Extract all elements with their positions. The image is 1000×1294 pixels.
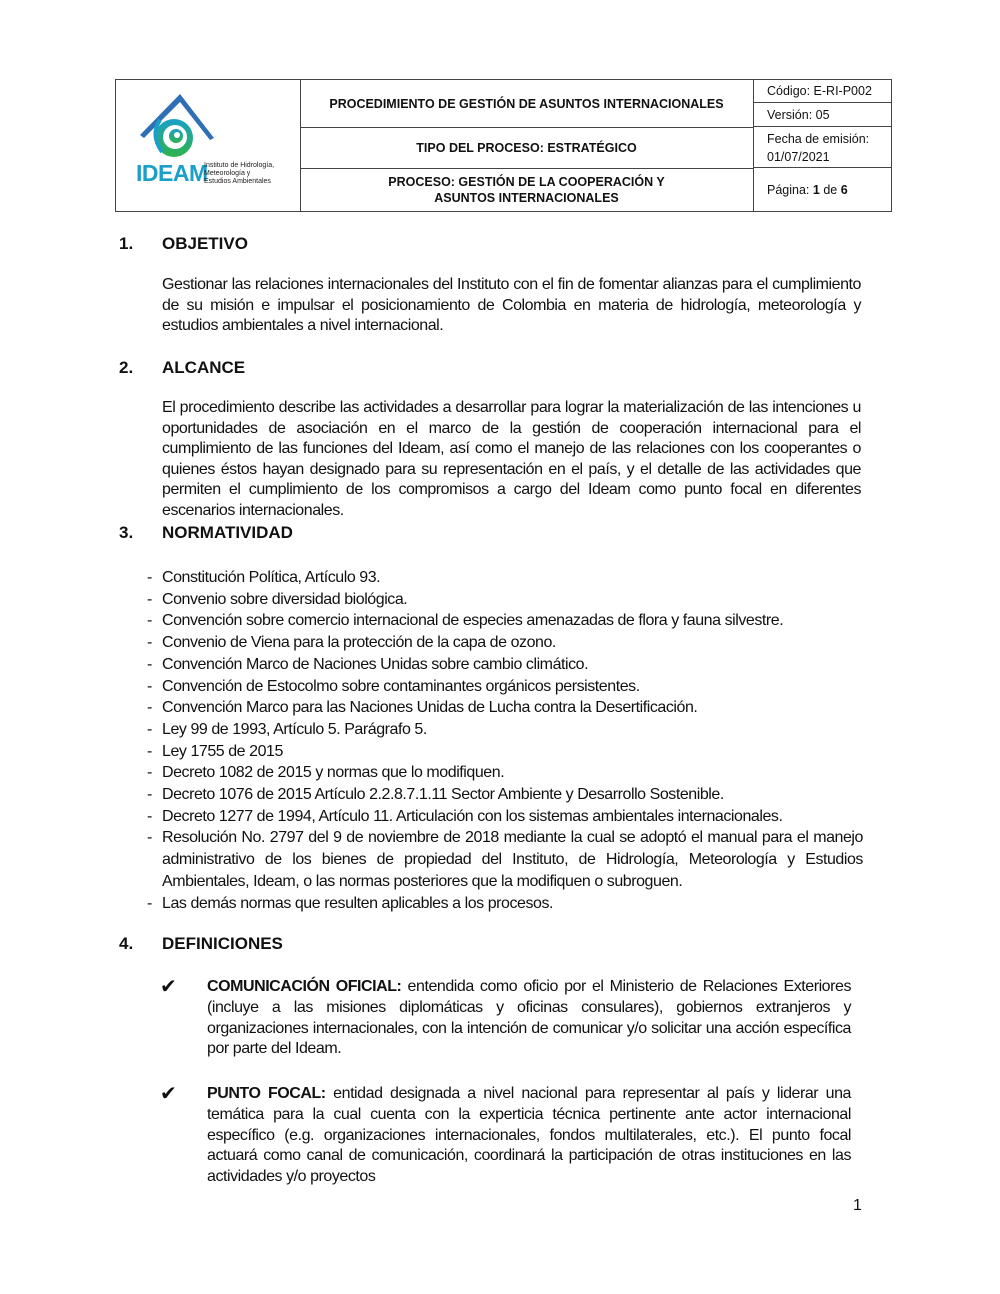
definition-item [162,1084,851,1188]
logo-subtitle [204,162,274,186]
list-item: - Decreto 1076 de 2015 Artículo 2.2.8.7.1.11 Sector Ambiente y Desarrollo Sostenible. [147,784,863,806]
list-item: - Ley 99 de 1993, Artículo 5. Parágrafo 5. [147,719,863,741]
section-title: NORMATIVIDAD [162,523,293,542]
procedure-title: PROCEDIMIENTO DE GESTIÓN DE ASUNTOS INTERNACIONALES [300,80,753,128]
definition-body [162,1084,851,1188]
issue-date [753,128,891,168]
list-item: - Convención Marco para las Naciones Unidas de Lucha contra la Desertificación. [147,697,863,719]
definition-text: entidad designada a nivel nacional para representar al país y liderar una temática para la cual cuenta con la experticia técnica pertinente ante actor internacional específico (e.g. organizaciones internacionales, fondos multilaterales, etc.). El punto focal actuará como canal de comunicación, coordinará la participación de otras instituciones en las actividades y/o proyectos [207,1085,852,1186]
alcance-text: El procedimiento describe las actividades a desarrollar para lograr la materialización de las intenciones u oportunidades de asociación en el marco de la gestión de cooperación internacional para el cumplimiento de las funciones del Ideam, así como el manejo de las relaciones con los cooperantes o quienes éstos hayan designado para su representación en el país, y el detalle de las actividades que permiten el cumplimiento de los compromisos a cargo del Ideam como punto focal en diferentes escenarios internacionales. [162,399,861,519]
document-code: Código: E-RI-P002 [753,80,891,103]
page-label: Página: [767,183,810,197]
definition-term: PUNTO FOCAL: [207,1085,326,1102]
definition-item [162,977,851,1060]
list-item-text: Convención Marco de Naciones Unidas sobre cambio climático. [162,655,589,673]
document-header-table [115,79,892,212]
list-item-text: Constitución Política, Artículo 93. [162,569,381,586]
check-icon: ✔ [160,976,177,998]
list-item-text: Convención de Estocolmo sobre contaminantes orgánicos persistentes. [162,677,640,695]
objetivo-text: Gestionar las relaciones internacionales del Instituto con el fin de fomentar alianzas para el cumplimiento de su misión e impulsar el posicionamiento de Colombia en materia de hidrología, meteorología y estudios ambientales a nivel internacional. [162,276,861,334]
page-of: de [823,183,838,197]
list-item: - Las demás normas que resulten aplicables a los procesos. [147,893,863,915]
section-title: DEFINICIONES [162,934,283,953]
list-item: - Convenio sobre diversidad biológica. [147,589,863,611]
page-total: 6 [840,183,848,197]
list-item: - Decreto 1082 de 2015 y normas que lo modifiquen. [147,762,863,784]
section-title: OBJETIVO [162,234,248,253]
list-item-text: Decreto 1277 de 1994, Artículo 11. Articulación con los sistemas ambientales internacionales. [162,807,783,825]
list-item-text: Resolución No. 2797 del 9 de noviembre de 2018 mediante la cual se adoptó el manual para el manejo administrativo de los bienes de propiedad del Instituto, de Hidrología, Meteorología y Estudios Ambientales, Ideam, o las normas posteriores que la modifiquen o subroguen. [162,829,863,890]
section-number: 2. [119,358,134,377]
logo-cell [116,80,301,211]
definition-term: COMUNICACIÓN OFICIAL: [207,978,402,995]
logo-subtitle-line: Instituto de Hidrología, [204,162,275,169]
page-number: 1 [853,1197,862,1214]
list-item-text: Decreto 1082 de 2015 y normas que lo modifiquen. [162,764,505,782]
section-number: 4. [119,934,134,953]
list-item: - Constitución Política, Artículo 93. [147,567,863,589]
list-item-text: Las demás normas que resulten aplicables a los procesos. [162,894,554,912]
ideam-logo-icon [130,90,230,165]
list-item-text: Ley 1755 de 2015 [162,742,283,760]
logo-subtitle-line: Estudios Ambientales [204,178,271,185]
issue-date-label: Fecha de emisión: [767,131,870,146]
header-meta [753,80,891,211]
check-icon: ✔ [160,1083,177,1105]
process-name-text: PROCESO: GESTIÓN DE LA COOPERACIÓN Y ASUNTOS INTERNACIONALES [388,175,665,205]
list-item-text: Ley 99 de 1993, Artículo 5. Parágrafo 5. [162,720,427,738]
list-item: - Ley 1755 de 2015 [147,741,863,763]
page-current: 1 [812,183,820,197]
list-item-text: Convención Marco para las Naciones Unidas de Lucha contra la Desertificación. [162,699,698,717]
list-item-text: Convenio de Viena para la protección de la capa de ozono. [162,634,556,652]
list-item-text: Convenio sobre diversidad biológica. [162,590,408,608]
section-number: 1. [119,234,134,253]
list-item: - Decreto 1277 de 1994, Artículo 11. Articulación con los sistemas ambientales internacionales. [147,806,863,828]
definition-body [162,977,851,1060]
normatividad-list [147,567,863,914]
list-item: - Convención de Estocolmo sobre contaminantes orgánicos persistentes. [147,676,863,698]
process-name [300,169,753,211]
definition-text: entendida como oficio por el Ministerio de Relaciones Exteriores (incluye a las misiones diplomáticas y oficinas consulares), gobiernos extranjeros y organizaciones internacionales, con la intención de comunicar y/o solicitar una acción específica por parte del Ideam. [207,978,852,1058]
header-titles [300,80,754,211]
issue-date-value: 01/07/2021 [767,149,830,164]
section-title: ALCANCE [162,358,246,377]
section-number: 3. [119,523,134,542]
logo-wordmark: IDEAM [136,160,208,186]
list-item-text: Convención sobre comercio internacional de especies amenazadas de flora y fauna silvestre. [162,612,784,630]
list-item-text: Decreto 1076 de 2015 Artículo 2.2.8.7.1.11 Sector Ambiente y Desarrollo Sostenible. [162,786,724,804]
page-indicator [753,169,891,211]
document-version: Versión: 05 [753,104,891,127]
process-type: TIPO DEL PROCESO: ESTRATÉGICO [300,128,753,169]
list-item: - Convenio de Viena para la protección de la capa de ozono. [147,632,863,654]
list-item: - Resolución No. 2797 del 9 de noviembre de 2018 mediante la cual se adoptó el manual para el manejo administrativo de los bienes de propiedad del Instituto, de Hidrología, Meteorología y Estudios Ambientales, Ideam, o las normas posteriores que la modifiquen o subroguen. [147,827,863,892]
list-item: - Convención sobre comercio internacional de especies amenazadas de flora y fauna silvestre. [147,610,863,632]
list-item: - Convención Marco de Naciones Unidas sobre cambio climático. [147,654,863,676]
logo-subtitle-line: Meteorología y [204,170,251,177]
